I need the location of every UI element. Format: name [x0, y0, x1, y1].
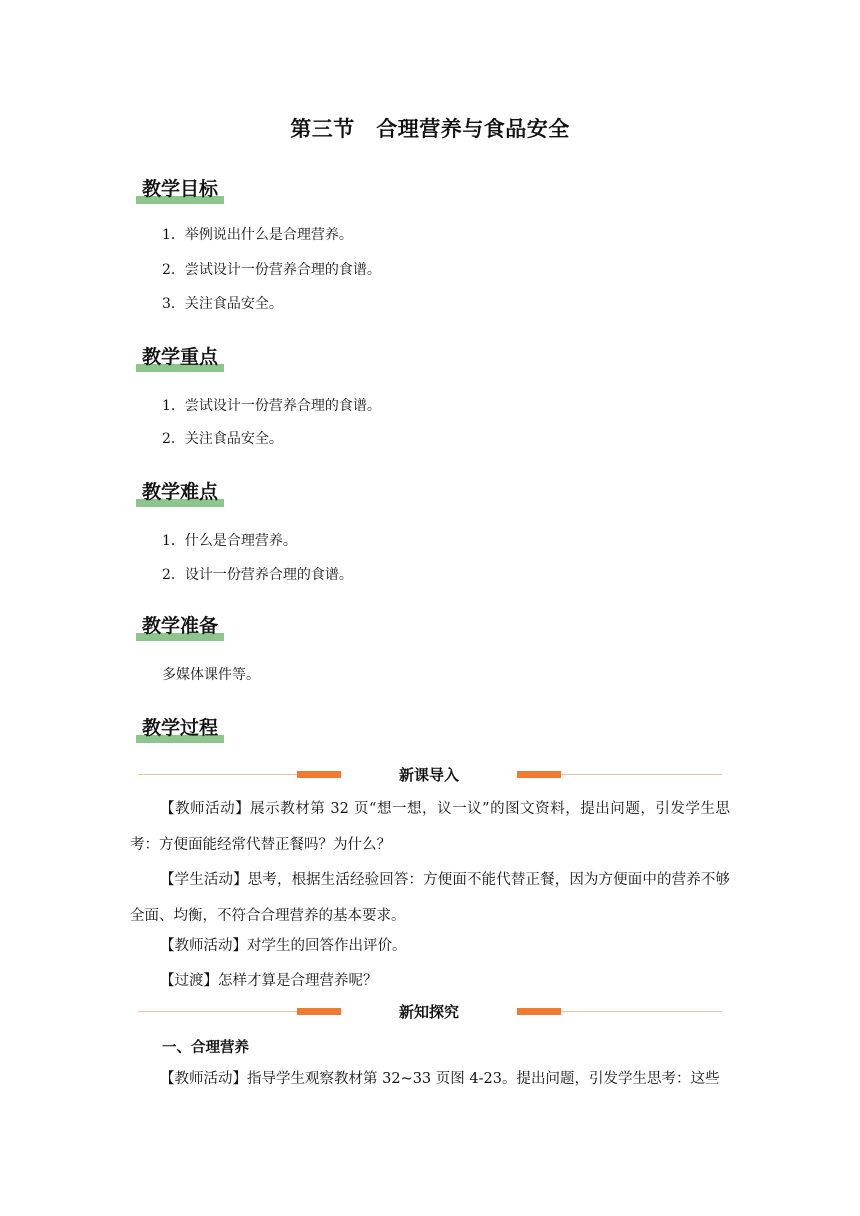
- section-heading-text: 教学难点: [142, 481, 219, 503]
- divider-rule: [138, 774, 298, 775]
- divider-rule: [561, 1011, 722, 1012]
- intro-paragraph: 【过渡】怎样才算是合理营养呢？: [160, 973, 378, 989]
- section-heading-text: 教学准备: [142, 615, 219, 637]
- divider-rule: [138, 1011, 298, 1012]
- divider-label: 新知探究: [398, 1003, 459, 1021]
- preparation-item: 多媒体课件等。: [162, 667, 260, 683]
- divider-accent: [297, 1008, 341, 1015]
- difficulty-item: 1．什么是合理营养。: [162, 533, 297, 549]
- objective-item: 2．尝试设计一份营养合理的食谱。: [162, 262, 381, 278]
- key-point-item: 2．关注食品安全。: [162, 431, 283, 447]
- explore-subheading: 一、合理营养: [162, 1040, 249, 1056]
- section-heading-text: 教学重点: [142, 346, 219, 368]
- objective-item: 3．关注食品安全。: [162, 296, 283, 312]
- divider-accent: [517, 771, 561, 778]
- divider-accent: [297, 771, 341, 778]
- divider-label: 新课导入: [398, 766, 459, 784]
- explore-paragraph: 【教师活动】指导学生观察教材第 32~33 页图 4-23。提出问题，引发学生思考：这些: [160, 1071, 720, 1087]
- divider-intro: [138, 767, 722, 783]
- intro-paragraph: 【教师活动】展示教材第 32 页“想一想，议一议”的图文资料，提出问题，引发学生思考：方便面能经常代替正餐吗？为什么？: [130, 801, 730, 853]
- divider-explore: [138, 1004, 722, 1020]
- intro-paragraph: 【学生活动】思考，根据生活经验回答：方便面不能代替正餐，因为方便面中的营养不够全面、均衡，不符合合理营养的基本要求。: [130, 872, 730, 924]
- difficulty-item: 2．设计一份营养合理的食谱。: [162, 567, 353, 583]
- intro-paragraph: 【教师活动】对学生的回答作出评价。: [160, 938, 407, 954]
- divider-rule: [561, 774, 722, 775]
- section-heading-text: 教学目标: [142, 178, 219, 200]
- divider-accent: [517, 1008, 561, 1015]
- key-point-item: 1．尝试设计一份营养合理的食谱。: [162, 398, 381, 414]
- page-title: 第三节 合理营养与食品安全: [290, 117, 570, 141]
- objective-item: 1．举例说出什么是合理营养。: [162, 227, 353, 243]
- section-heading-text: 教学过程: [142, 717, 219, 739]
